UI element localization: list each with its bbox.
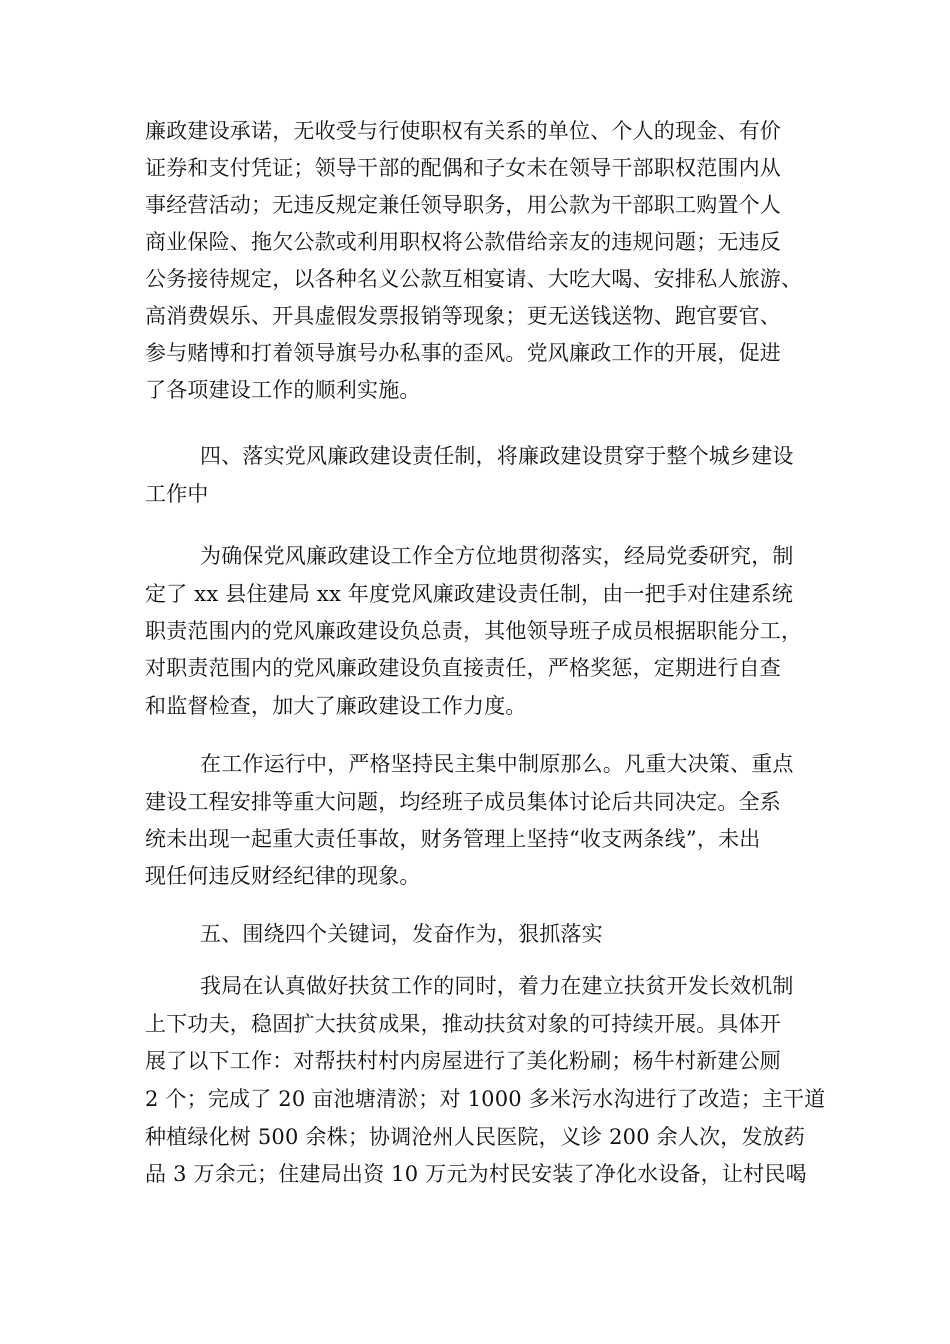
para1-line-8: 了各项建设工作的顺利实施。 bbox=[145, 378, 421, 402]
para2-line-4: 对职责范围内的党风廉政建设负直接责任，严格奖惩，定期进行自查 bbox=[145, 656, 781, 680]
section-heading-5: 五、围绕四个关键词，发奋作为，狠抓落实 bbox=[200, 922, 603, 946]
para1-line-4: 商业保险、拖欠公款或利用职权将公款借给亲友的违规问题；无违反 bbox=[145, 230, 781, 254]
para3-line-2: 建设工程安排等重大问题，均经班子成员集体讨论后共同决定。全系 bbox=[145, 790, 781, 814]
para4-line-3: 展了以下工作：对帮扶村村内房屋进行了美化粉刷；杨牛村新建公厕 bbox=[145, 1049, 781, 1073]
para4-line-5: 种植绿化树 500 余株；协调沧州人民医院，义诊 200 余人次，发放药 bbox=[145, 1125, 806, 1149]
para1-line-7: 参与赌博和打着领导旗号办私事的歪风。党风廉政工作的开展，促进 bbox=[145, 341, 781, 365]
para1-line-1: 廉政建设承诺，无收受与行使职权有关系的单位、个人的现金、有价 bbox=[145, 119, 781, 143]
section-heading-4-line-1: 四、落实党风廉政建设责任制，将廉政建设贯穿于整个城乡建设 bbox=[200, 444, 794, 468]
para3-line-4: 现任何违反财经纪律的现象。 bbox=[145, 864, 421, 888]
para2-line-2: 定了 xx 县住建局 xx 年度党风廉政建设责任制，由一把手对住建系统 bbox=[145, 582, 794, 606]
para3-line-1: 在工作运行中，严格坚持民主集中制原那么。凡重大决策、重点 bbox=[200, 752, 794, 776]
para4-line-1: 我局在认真做好扶贫工作的同时，着力在建立扶贫开发长效机制 bbox=[200, 974, 794, 998]
para1-line-3: 事经营活动；无违反规定兼任领导职务，用公款为干部职工购置个人 bbox=[145, 193, 781, 217]
para4-line-4: 2 个；完成了 20 亩池塘清淤；对 1000 多米污水沟进行了改造；主干道 bbox=[145, 1087, 826, 1111]
para1-line-5: 公务接待规定，以各种名义公款互相宴请、大吃大喝、安排私人旅游、 bbox=[145, 267, 803, 291]
para3-line-3: 统未出现一起重大责任事故，财务管理上坚持“收支两条线”，未出 bbox=[145, 827, 761, 851]
para2-line-5: 和监督检查，加大了廉政建设工作力度。 bbox=[145, 694, 527, 718]
para2-line-3: 职责范围内的党风廉政建设负总责，其他领导班子成员根据职能分工， bbox=[145, 619, 803, 643]
para2-line-1: 为确保党风廉政建设工作全方位地贯彻落实，经局党委研究，制 bbox=[200, 544, 794, 568]
para4-line-2: 上下功夫，稳固扩大扶贫成果，推动扶贫对象的可持续开展。具体开 bbox=[145, 1012, 781, 1036]
para4-line-6: 品 3 万余元；住建局出资 10 万元为村民安装了净化水设备，让村民喝 bbox=[145, 1162, 807, 1186]
para1-line-2: 证券和支付凭证；领导干部的配偶和子女未在领导干部职权范围内从 bbox=[145, 156, 781, 180]
section-heading-4-line-2: 工作中 bbox=[145, 482, 209, 506]
para1-line-6: 高消费娱乐、开具虚假发票报销等现象；更无送钱送物、跑官要官、 bbox=[145, 304, 781, 328]
